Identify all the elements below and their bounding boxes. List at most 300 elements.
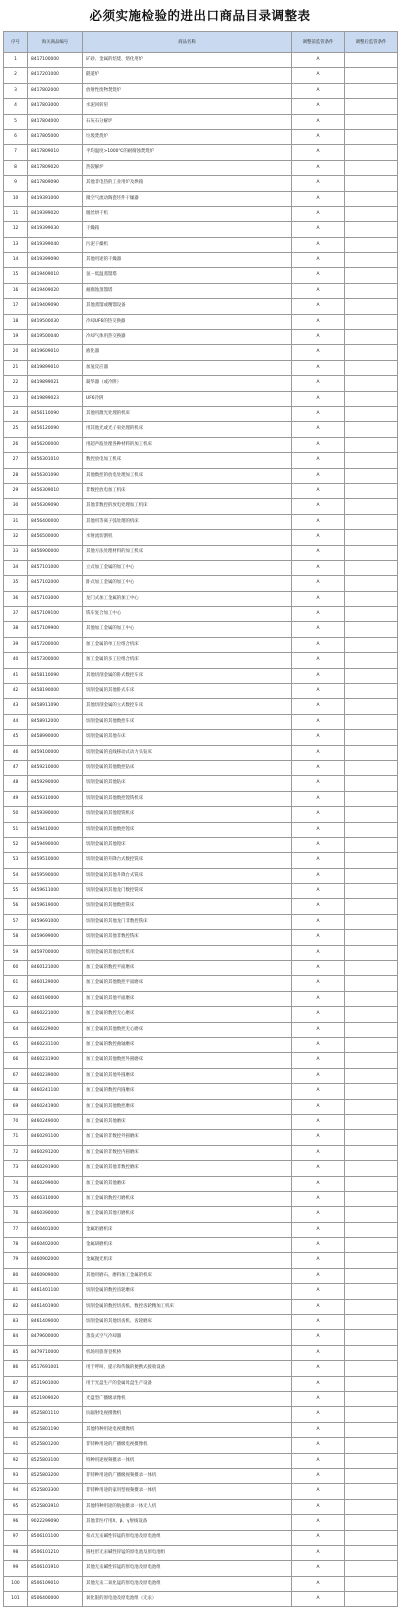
- row-hs-code-cell: 8459490000: [28, 837, 83, 852]
- row-condition-before-cell: A: [292, 360, 345, 375]
- row-condition-before-cell: A: [292, 1361, 345, 1376]
- row-product-name-cell: 圆柱形无汞碱性锌锰的原电池及原电池组: [83, 1545, 292, 1560]
- row-condition-before-cell: A: [292, 1130, 345, 1145]
- row-condition-after-cell: [345, 760, 398, 775]
- row-condition-before-cell: A: [292, 699, 345, 714]
- row-hs-code-cell: 8417803000: [28, 99, 83, 114]
- table-row: [4, 1484, 398, 1499]
- row-seq-cell: 26: [4, 437, 28, 452]
- table-row: [4, 1268, 398, 1283]
- row-condition-after-cell: [345, 699, 398, 714]
- row-seq-cell: 22: [4, 376, 28, 391]
- table-row: [4, 884, 398, 899]
- row-seq-cell: 65: [4, 1038, 28, 1053]
- table-row: [4, 1238, 398, 1253]
- row-seq-cell: 11: [4, 206, 28, 221]
- row-condition-before-cell: A: [292, 391, 345, 406]
- row-hs-code-cell: 8460121000: [28, 961, 83, 976]
- row-hs-code-cell: 8525803300: [28, 1484, 83, 1499]
- table-row: [4, 1361, 398, 1376]
- row-condition-after-cell: [345, 961, 398, 976]
- row-hs-code-cell: 8458911090: [28, 699, 83, 714]
- row-hs-code-cell: 8456900000: [28, 545, 83, 560]
- table-row: [4, 83, 398, 98]
- row-condition-before-cell: A: [292, 868, 345, 883]
- row-product-name-cell: 氧化银的原电池及原电池组（无汞）: [83, 1592, 292, 1607]
- row-condition-after-cell: [345, 1099, 398, 1114]
- table-row: [4, 1561, 398, 1576]
- row-condition-after-cell: [345, 1330, 398, 1345]
- row-condition-before-cell: A: [292, 53, 345, 68]
- row-product-name-cell: 加工金属的其他磨床: [83, 1176, 292, 1191]
- row-condition-before-cell: A: [292, 314, 345, 329]
- table-row: [4, 1576, 398, 1591]
- row-seq-cell: 40: [4, 653, 28, 668]
- row-seq-cell: 27: [4, 453, 28, 468]
- row-seq-cell: 31: [4, 514, 28, 529]
- row-seq-cell: 98: [4, 1545, 28, 1560]
- row-product-name-cell: 其他非医疗用X、β、γ射线设备: [83, 1515, 292, 1530]
- row-seq-cell: 59: [4, 945, 28, 960]
- row-hs-code-cell: 8457103000: [28, 591, 83, 606]
- row-product-name-cell: 其他切削金属的立式数控车床: [83, 699, 292, 714]
- row-product-name-cell: 加工金属的其他数控平面磨床: [83, 976, 292, 991]
- row-hs-code-cell: 8419409010: [28, 268, 83, 283]
- row-condition-after-cell: [345, 391, 398, 406]
- row-condition-before-cell: A: [292, 591, 345, 606]
- row-condition-after-cell: [345, 1145, 398, 1160]
- row-seq-cell: 87: [4, 1376, 28, 1391]
- row-condition-after-cell: [345, 53, 398, 68]
- table-row: [4, 1422, 398, 1437]
- row-condition-before-cell: A: [292, 560, 345, 575]
- row-product-name-cell: 其他用等离子弧处理的机床: [83, 514, 292, 529]
- row-condition-before-cell: A: [292, 468, 345, 483]
- row-seq-cell: 97: [4, 1530, 28, 1545]
- row-seq-cell: 70: [4, 1114, 28, 1129]
- row-hs-code-cell: 8460241100: [28, 1084, 83, 1099]
- row-condition-after-cell: [345, 360, 398, 375]
- row-hs-code-cell: 8419899023: [28, 391, 83, 406]
- row-condition-before-cell: A: [292, 253, 345, 268]
- row-product-name-cell: 加工金属的其他数控无心磨床: [83, 1022, 292, 1037]
- row-condition-before-cell: A: [292, 176, 345, 191]
- table-row: [4, 684, 398, 699]
- row-condition-after-cell: [345, 884, 398, 899]
- row-seq-cell: 36: [4, 591, 28, 606]
- row-product-name-cell: 切削金属的其他非数控铣床: [83, 930, 292, 945]
- table-row: [4, 545, 398, 560]
- row-condition-before-cell: A: [292, 1345, 345, 1360]
- row-hs-code-cell: 8456500000: [28, 530, 83, 545]
- row-condition-after-cell: [345, 268, 398, 283]
- row-product-name-cell: 加工金属的其他非数控磨床: [83, 1161, 292, 1176]
- row-condition-before-cell: A: [292, 822, 345, 837]
- row-product-name-cell: 切削金属的其他镗铣机床: [83, 807, 292, 822]
- row-seq-cell: 66: [4, 1053, 28, 1068]
- row-condition-before-cell: A: [292, 961, 345, 976]
- row-product-name-cell: 加工金属的非数控内圆磨床: [83, 1145, 292, 1160]
- table-row: [4, 145, 398, 160]
- row-seq-cell: 18: [4, 314, 28, 329]
- row-seq-cell: 101: [4, 1592, 28, 1607]
- row-condition-before-cell: A: [292, 760, 345, 775]
- table-row: [4, 437, 398, 452]
- table-row: [4, 1468, 398, 1483]
- row-seq-cell: 73: [4, 1161, 28, 1176]
- row-seq-cell: 50: [4, 807, 28, 822]
- row-seq-cell: 46: [4, 745, 28, 760]
- row-seq-cell: 86: [4, 1361, 28, 1376]
- row-condition-after-cell: [345, 376, 398, 391]
- row-condition-after-cell: [345, 1422, 398, 1437]
- row-hs-code-cell: 8525803200: [28, 1468, 83, 1483]
- row-product-name-cell: 加工金属的其他平面磨床: [83, 991, 292, 1006]
- row-seq-cell: 90: [4, 1422, 28, 1437]
- row-hs-code-cell: 8419399040: [28, 237, 83, 252]
- row-product-name-cell: 铣车复合加工中心: [83, 607, 292, 622]
- row-seq-cell: 67: [4, 1068, 28, 1083]
- row-condition-before-cell: A: [292, 483, 345, 498]
- row-condition-after-cell: [345, 1038, 398, 1053]
- row-condition-after-cell: [345, 1545, 398, 1560]
- table-row: [4, 1545, 398, 1560]
- row-hs-code-cell: 8458110090: [28, 668, 83, 683]
- row-condition-before-cell: A: [292, 1376, 345, 1391]
- row-seq-cell: 85: [4, 1345, 28, 1360]
- row-seq-cell: 32: [4, 530, 28, 545]
- row-hs-code-cell: 8459290000: [28, 776, 83, 791]
- row-condition-before-cell: A: [292, 1561, 345, 1576]
- row-product-name-cell: 其他非数控的放电处理加工机床: [83, 499, 292, 514]
- row-condition-after-cell: [345, 437, 398, 452]
- row-condition-before-cell: A: [292, 637, 345, 652]
- row-seq-cell: 20: [4, 345, 28, 360]
- row-condition-after-cell: [345, 622, 398, 637]
- row-condition-after-cell: [345, 129, 398, 144]
- row-seq-cell: 93: [4, 1468, 28, 1483]
- row-condition-before-cell: A: [292, 206, 345, 221]
- row-product-name-cell: 机场用旅客登机桥: [83, 1345, 292, 1360]
- row-condition-before-cell: A: [292, 283, 345, 298]
- row-seq-cell: 75: [4, 1191, 28, 1206]
- row-condition-before-cell: A: [292, 1114, 345, 1129]
- table-row: [4, 791, 398, 806]
- row-hs-code-cell: 8460909000: [28, 1268, 83, 1283]
- table-row: [4, 176, 398, 191]
- row-condition-before-cell: A: [292, 1145, 345, 1160]
- row-product-name-cell: 非数控放电加工机床: [83, 483, 292, 498]
- row-seq-cell: 99: [4, 1561, 28, 1576]
- row-hs-code-cell: 8459699000: [28, 930, 83, 945]
- row-condition-after-cell: [345, 1207, 398, 1222]
- row-product-name-cell: 切削金属的其他攻丝机床: [83, 945, 292, 960]
- row-seq-cell: 57: [4, 914, 28, 929]
- table-row: [4, 53, 398, 68]
- row-seq-cell: 60: [4, 961, 28, 976]
- row-condition-before-cell: A: [292, 1268, 345, 1283]
- table-row: [4, 745, 398, 760]
- row-seq-cell: 16: [4, 283, 28, 298]
- row-condition-before-cell: A: [292, 1499, 345, 1514]
- row-condition-after-cell: [345, 1161, 398, 1176]
- row-seq-cell: 38: [4, 622, 28, 637]
- row-hs-code-cell: 8461401100: [28, 1284, 83, 1299]
- row-condition-before-cell: A: [292, 453, 345, 468]
- row-condition-before-cell: A: [292, 1592, 345, 1607]
- row-hs-code-cell: 8419399020: [28, 206, 83, 221]
- row-seq-cell: 78: [4, 1238, 28, 1253]
- row-product-name-cell: 加工金属的数控曲轴磨床: [83, 1038, 292, 1053]
- row-hs-code-cell: 8525803100: [28, 1453, 83, 1468]
- header-condition-after: 调整后监管条件: [345, 32, 398, 53]
- row-condition-after-cell: [345, 1222, 398, 1237]
- row-condition-after-cell: [345, 653, 398, 668]
- table-row: [4, 1530, 398, 1545]
- table-row: [4, 237, 398, 252]
- table-body: [4, 53, 398, 1607]
- row-condition-after-cell: [345, 191, 398, 206]
- row-seq-cell: 48: [4, 776, 28, 791]
- row-condition-after-cell: [345, 1022, 398, 1037]
- row-condition-after-cell: [345, 1130, 398, 1145]
- row-hs-code-cell: 8419399030: [28, 222, 83, 237]
- row-product-name-cell: 金属珩磨机床: [83, 1222, 292, 1237]
- header-hs-code: 海关商品编号: [28, 32, 83, 53]
- row-seq-cell: 92: [4, 1453, 28, 1468]
- table-row: [4, 1207, 398, 1222]
- row-seq-cell: 17: [4, 299, 28, 314]
- table-row: [4, 591, 398, 606]
- row-hs-code-cell: 8460229000: [28, 1022, 83, 1037]
- table-row: [4, 930, 398, 945]
- row-condition-before-cell: A: [292, 160, 345, 175]
- table-row: [4, 653, 398, 668]
- table-row: [4, 391, 398, 406]
- row-hs-code-cell: 8460231900: [28, 1053, 83, 1068]
- row-seq-cell: 82: [4, 1299, 28, 1314]
- row-condition-after-cell: [345, 776, 398, 791]
- row-condition-before-cell: A: [292, 884, 345, 899]
- table-row: [4, 160, 398, 175]
- row-hs-code-cell: 8417805000: [28, 129, 83, 144]
- table-row: [4, 1592, 398, 1607]
- row-condition-after-cell: [345, 1592, 398, 1607]
- row-condition-before-cell: A: [292, 422, 345, 437]
- row-seq-cell: 61: [4, 976, 28, 991]
- row-condition-after-cell: [345, 253, 398, 268]
- row-condition-before-cell: A: [292, 268, 345, 283]
- row-product-name-cell: 其他加工金属的加工中心: [83, 622, 292, 637]
- row-product-name-cell: 卧式加工金属的加工中心: [83, 576, 292, 591]
- row-condition-before-cell: A: [292, 1038, 345, 1053]
- table-row: [4, 283, 398, 298]
- row-condition-before-cell: A: [292, 1084, 345, 1099]
- row-product-name-cell: 加工金属的数控刃磨机床: [83, 1191, 292, 1206]
- row-condition-after-cell: [345, 514, 398, 529]
- row-hs-code-cell: 8417804000: [28, 114, 83, 129]
- row-seq-cell: 3: [4, 83, 28, 98]
- row-product-name-cell: 切削金属的其他数控镗床: [83, 822, 292, 837]
- table-row: [4, 699, 398, 714]
- row-condition-before-cell: A: [292, 776, 345, 791]
- row-seq-cell: 33: [4, 545, 28, 560]
- row-product-name-cell: 其他无汞二氧化锰的原电池及原电池组: [83, 1576, 292, 1591]
- row-hs-code-cell: 8461401900: [28, 1299, 83, 1314]
- row-condition-after-cell: [345, 1376, 398, 1391]
- row-condition-before-cell: A: [292, 1576, 345, 1591]
- row-product-name-cell: 切削金属的其他镗床: [83, 837, 292, 852]
- row-condition-after-cell: [345, 1315, 398, 1330]
- table-row: [4, 1099, 398, 1114]
- row-condition-after-cell: [345, 1515, 398, 1530]
- row-product-name-cell: 切削金属的其他数控铣床: [83, 899, 292, 914]
- table-row: [4, 1145, 398, 1160]
- table-row: [4, 1453, 398, 1468]
- row-condition-after-cell: [345, 1191, 398, 1206]
- table-row: [4, 1130, 398, 1145]
- table-row: [4, 360, 398, 375]
- row-condition-before-cell: A: [292, 1315, 345, 1330]
- row-condition-after-cell: [345, 222, 398, 237]
- row-condition-after-cell: [345, 99, 398, 114]
- row-condition-after-cell: [345, 1453, 398, 1468]
- row-product-name-cell: 加工金属的其他刃磨机床: [83, 1207, 292, 1222]
- row-seq-cell: 89: [4, 1407, 28, 1422]
- row-seq-cell: 64: [4, 1022, 28, 1037]
- row-hs-code-cell: 8417809020: [28, 160, 83, 175]
- row-seq-cell: 35: [4, 576, 28, 591]
- row-product-name-cell: 非特种用途的家用型视频摄录一体机: [83, 1484, 292, 1499]
- row-hs-code-cell: 8459700000: [28, 945, 83, 960]
- row-hs-code-cell: 8457102000: [28, 576, 83, 591]
- row-product-name-cell: 加工金属的其他数控外圆磨床: [83, 1053, 292, 1068]
- row-condition-before-cell: A: [292, 1068, 345, 1083]
- row-condition-after-cell: [345, 637, 398, 652]
- table-row: [4, 129, 398, 144]
- table-row: [4, 222, 398, 237]
- table-row: [4, 330, 398, 345]
- table-row: [4, 530, 398, 545]
- row-condition-after-cell: [345, 1345, 398, 1360]
- row-seq-cell: 63: [4, 1007, 28, 1022]
- row-condition-before-cell: A: [292, 406, 345, 421]
- row-seq-cell: 41: [4, 668, 28, 683]
- row-condition-before-cell: A: [292, 129, 345, 144]
- table-row: [4, 837, 398, 852]
- row-condition-after-cell: [345, 1176, 398, 1191]
- row-condition-after-cell: [345, 530, 398, 545]
- row-product-name-cell: 蒸发式空气冷却器: [83, 1330, 292, 1345]
- row-seq-cell: 21: [4, 360, 28, 375]
- row-condition-before-cell: A: [292, 837, 345, 852]
- table-row: [4, 1022, 398, 1037]
- row-product-name-cell: 其他特种用途的航拍摄录一体无人机: [83, 1499, 292, 1514]
- row-seq-cell: 24: [4, 406, 28, 421]
- row-product-name-cell: 加工金属的数控内圆磨床: [83, 1084, 292, 1099]
- table-row: [4, 853, 398, 868]
- row-hs-code-cell: 8417809090: [28, 176, 83, 191]
- row-condition-after-cell: [345, 1007, 398, 1022]
- header-seq: 序号: [4, 32, 28, 53]
- row-product-name-cell: 污泥干燥机: [83, 237, 292, 252]
- row-condition-after-cell: [345, 591, 398, 606]
- table-row: [4, 760, 398, 775]
- row-product-name-cell: 切削金属的其他龙门非数控铣床: [83, 914, 292, 929]
- header-condition-before: 调整前监管条件: [292, 32, 345, 53]
- row-seq-cell: 7: [4, 145, 28, 160]
- row-condition-after-cell: [345, 1391, 398, 1406]
- table-row: [4, 1407, 398, 1422]
- row-condition-before-cell: A: [292, 1284, 345, 1299]
- row-seq-cell: 95: [4, 1499, 28, 1514]
- row-hs-code-cell: 8459691000: [28, 914, 83, 929]
- table-row: [4, 1376, 398, 1391]
- row-seq-cell: 1: [4, 53, 28, 68]
- row-hs-code-cell: 8417201000: [28, 68, 83, 83]
- row-condition-after-cell: [345, 1484, 398, 1499]
- row-seq-cell: 44: [4, 714, 28, 729]
- row-seq-cell: 96: [4, 1515, 28, 1530]
- row-condition-before-cell: A: [292, 1545, 345, 1560]
- row-condition-before-cell: A: [292, 807, 345, 822]
- row-hs-code-cell: 8456120090: [28, 422, 83, 437]
- table-row: [4, 1284, 398, 1299]
- row-seq-cell: 76: [4, 1207, 28, 1222]
- table-row: [4, 868, 398, 883]
- row-product-name-cell: 加工金属的其他外圆磨床: [83, 1068, 292, 1083]
- row-product-name-cell: 其他数控的放电处理加工机床: [83, 468, 292, 483]
- row-hs-code-cell: 8460902000: [28, 1253, 83, 1268]
- row-hs-code-cell: 8419500040: [28, 330, 83, 345]
- row-condition-after-cell: [345, 868, 398, 883]
- row-condition-before-cell: A: [292, 1530, 345, 1545]
- table-row: [4, 1053, 398, 1068]
- table-row: [4, 914, 398, 929]
- row-condition-before-cell: A: [292, 1407, 345, 1422]
- row-hs-code-cell: 8525801110: [28, 1407, 83, 1422]
- table-row: [4, 945, 398, 960]
- row-condition-after-cell: [345, 684, 398, 699]
- table-row: [4, 1191, 398, 1206]
- row-condition-before-cell: A: [292, 1515, 345, 1530]
- row-seq-cell: 4: [4, 99, 28, 114]
- table-row: [4, 1499, 398, 1514]
- table-row: [4, 299, 398, 314]
- row-hs-code-cell: 8506101210: [28, 1545, 83, 1560]
- row-condition-after-cell: [345, 930, 398, 945]
- row-condition-after-cell: [345, 1561, 398, 1576]
- row-product-name-cell: 用其他光或光子束处理的机床: [83, 422, 292, 437]
- row-condition-after-cell: [345, 837, 398, 852]
- row-condition-before-cell: A: [292, 1484, 345, 1499]
- row-product-name-cell: 氢－低温蒸馏塔: [83, 268, 292, 283]
- row-condition-after-cell: [345, 453, 398, 468]
- row-seq-cell: 81: [4, 1284, 28, 1299]
- row-condition-before-cell: A: [292, 930, 345, 945]
- row-seq-cell: 68: [4, 1084, 28, 1099]
- row-product-name-cell: 其他非电热的工业用炉及烘箱: [83, 176, 292, 191]
- row-seq-cell: 51: [4, 822, 28, 837]
- row-product-name-cell: 加工金属的单工位组合机床: [83, 637, 292, 652]
- table-row: [4, 514, 398, 529]
- table-row: [4, 1515, 398, 1530]
- row-condition-after-cell: [345, 1299, 398, 1314]
- row-product-name-cell: 切削金属的其他数控钻床: [83, 760, 292, 775]
- row-condition-after-cell: [345, 299, 398, 314]
- row-condition-before-cell: A: [292, 576, 345, 591]
- table-row: [4, 807, 398, 822]
